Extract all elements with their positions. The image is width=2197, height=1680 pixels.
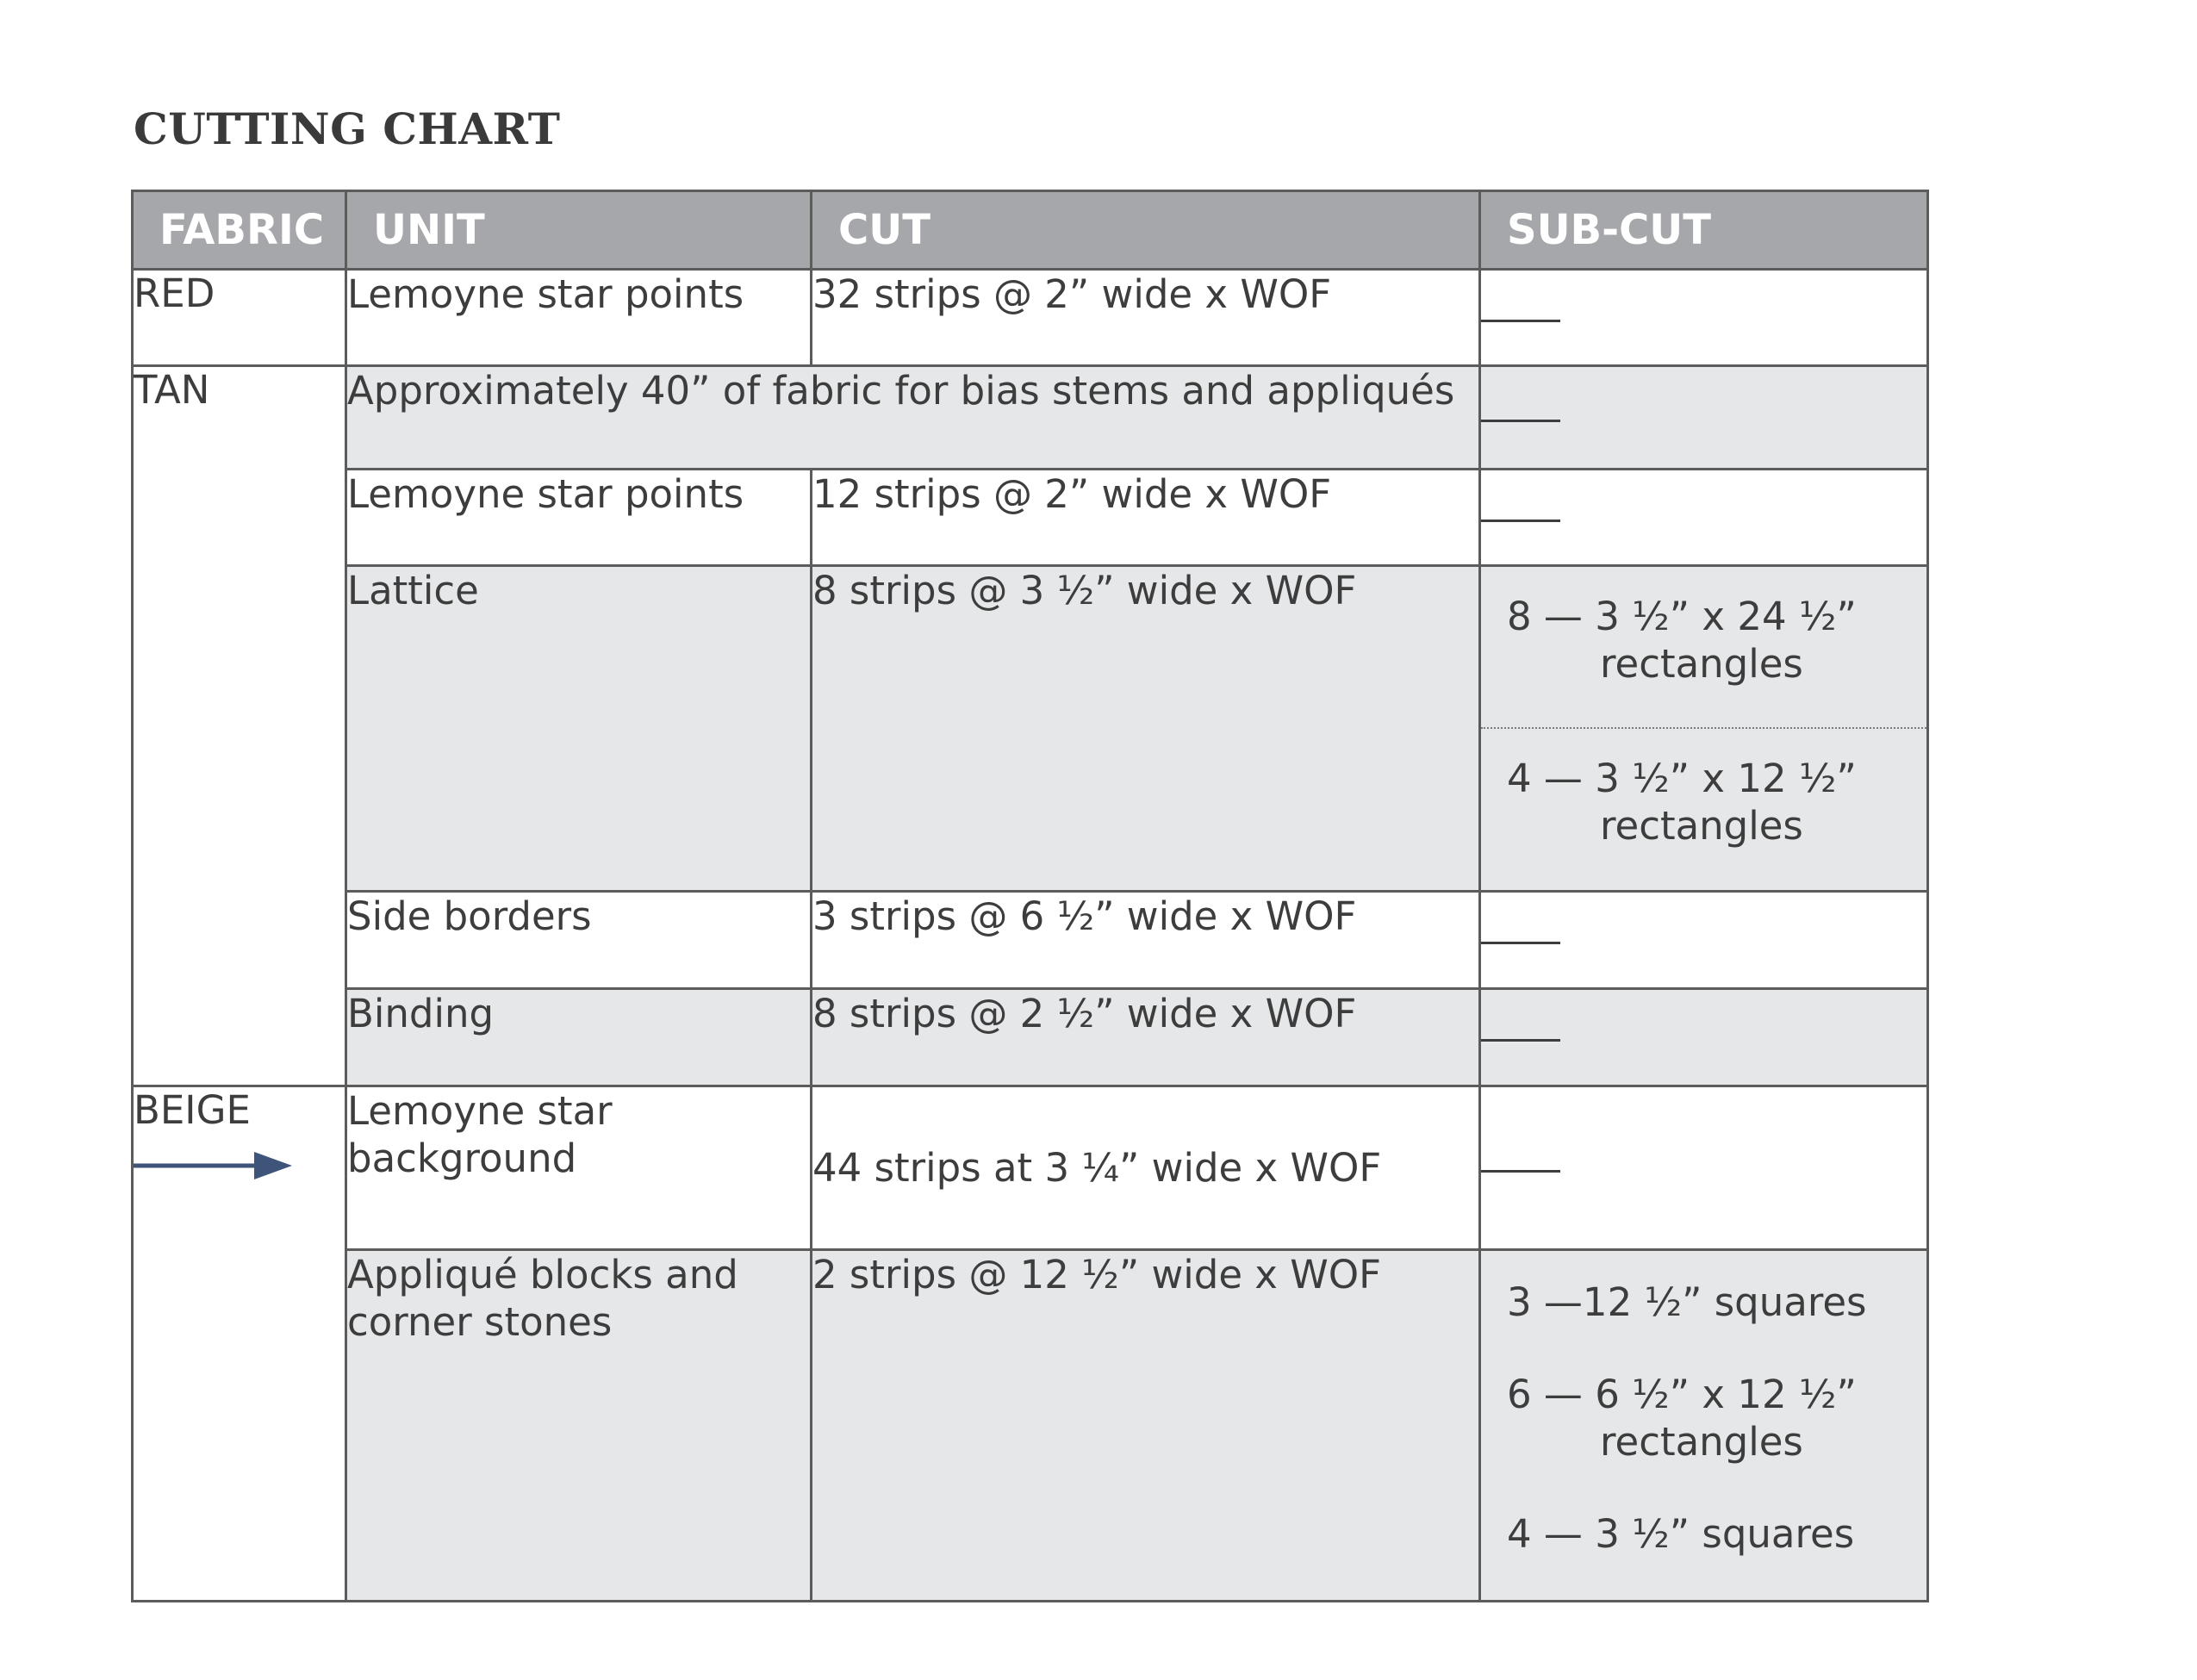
dash-mark [1481,942,1560,944]
fabric-beige: BEIGE [134,1087,251,1133]
subcut-cell [1480,270,1928,366]
subcut-line: 4 — 3 ½” squares [1507,1511,1855,1557]
table-row [133,989,1928,1086]
table-row [133,1250,1928,1602]
subcut-item [1481,567,1926,688]
subcut-line: 6 — 6 ½” x 12 ½” [1507,1372,1857,1417]
header-fabric: FABRIC [133,191,346,270]
unit-line: corner stones [347,1299,613,1345]
dash-mark [1481,1170,1560,1173]
subcut-line: 3 —12 ½” squares [1507,1279,1867,1325]
subcut-cell [1480,366,1928,470]
unit-cell: Lattice [346,566,812,892]
subcut-line: 4 — 3 ½” x 12 ½” [1507,755,1857,801]
subcut-cell [1480,728,1928,892]
cutting-chart-table [131,190,1929,1602]
table-row [133,892,1928,989]
fabric-tan: TAN [133,366,346,1086]
table-row [133,566,1928,728]
subcut-item [1481,1465,1926,1558]
cut-cell: 3 strips @ 6 ½” wide x WOF [812,892,1480,989]
fabric-red: RED [133,270,346,366]
subcut-line: rectangles [1600,641,1803,687]
header-subcut: SUB-CUT [1480,191,1928,270]
subcut-item [1481,729,1926,849]
cut-cell: 12 strips @ 2” wide x WOF [812,470,1480,566]
dash-mark [1481,420,1560,422]
unit-line: background [347,1136,577,1181]
unit-cell: Approximately 40” of fabric for bias stems and appliqués [346,366,1480,470]
table-row [133,366,1928,470]
dash-mark [1481,1039,1560,1042]
header-row [133,191,1928,270]
fabric-beige-cell [133,1086,346,1602]
unit-line: Lemoyne star [347,1088,613,1134]
subcut-item [1481,1326,1926,1465]
cut-cell: 32 strips @ 2” wide x WOF [812,270,1480,366]
subcut-cell [1480,892,1928,989]
subcut-line: rectangles [1600,802,1803,849]
subcut-cell [1480,470,1928,566]
subcut-item [1481,1251,1926,1326]
page-title: CUTTING CHART [134,103,561,154]
table-row [133,1086,1928,1250]
cut-cell: 8 strips @ 2 ½” wide x WOF [812,989,1480,1086]
cut-cell: 2 strips @ 12 ½” wide x WOF [812,1250,1480,1602]
cut-cell: 8 strips @ 3 ½” wide x WOF [812,566,1480,892]
subcut-cell [1480,1250,1928,1602]
subcut-cell [1480,1086,1928,1250]
subcut-line: rectangles [1600,1419,1803,1465]
table-row [133,270,1928,366]
subcut-cell [1480,989,1928,1086]
unit-cell [346,1086,812,1250]
unit-cell: Lemoyne star points [346,470,812,566]
table-row [133,470,1928,566]
arrow-right-icon [134,1148,292,1183]
unit-cell: Lemoyne star points [346,270,812,366]
unit-cell: Side borders [346,892,812,989]
header-cut: CUT [812,191,1480,270]
unit-cell: Binding [346,989,812,1086]
subcut-cell [1480,566,1928,728]
unit-line: Appliqué blocks and [347,1252,738,1297]
unit-cell [346,1250,812,1602]
dash-mark [1481,320,1560,322]
cut-cell: 44 strips at 3 ¼” wide x WOF [812,1086,1480,1250]
dash-mark [1481,520,1560,522]
header-unit: UNIT [346,191,812,270]
subcut-line: 8 — 3 ½” x 24 ½” [1507,594,1857,639]
